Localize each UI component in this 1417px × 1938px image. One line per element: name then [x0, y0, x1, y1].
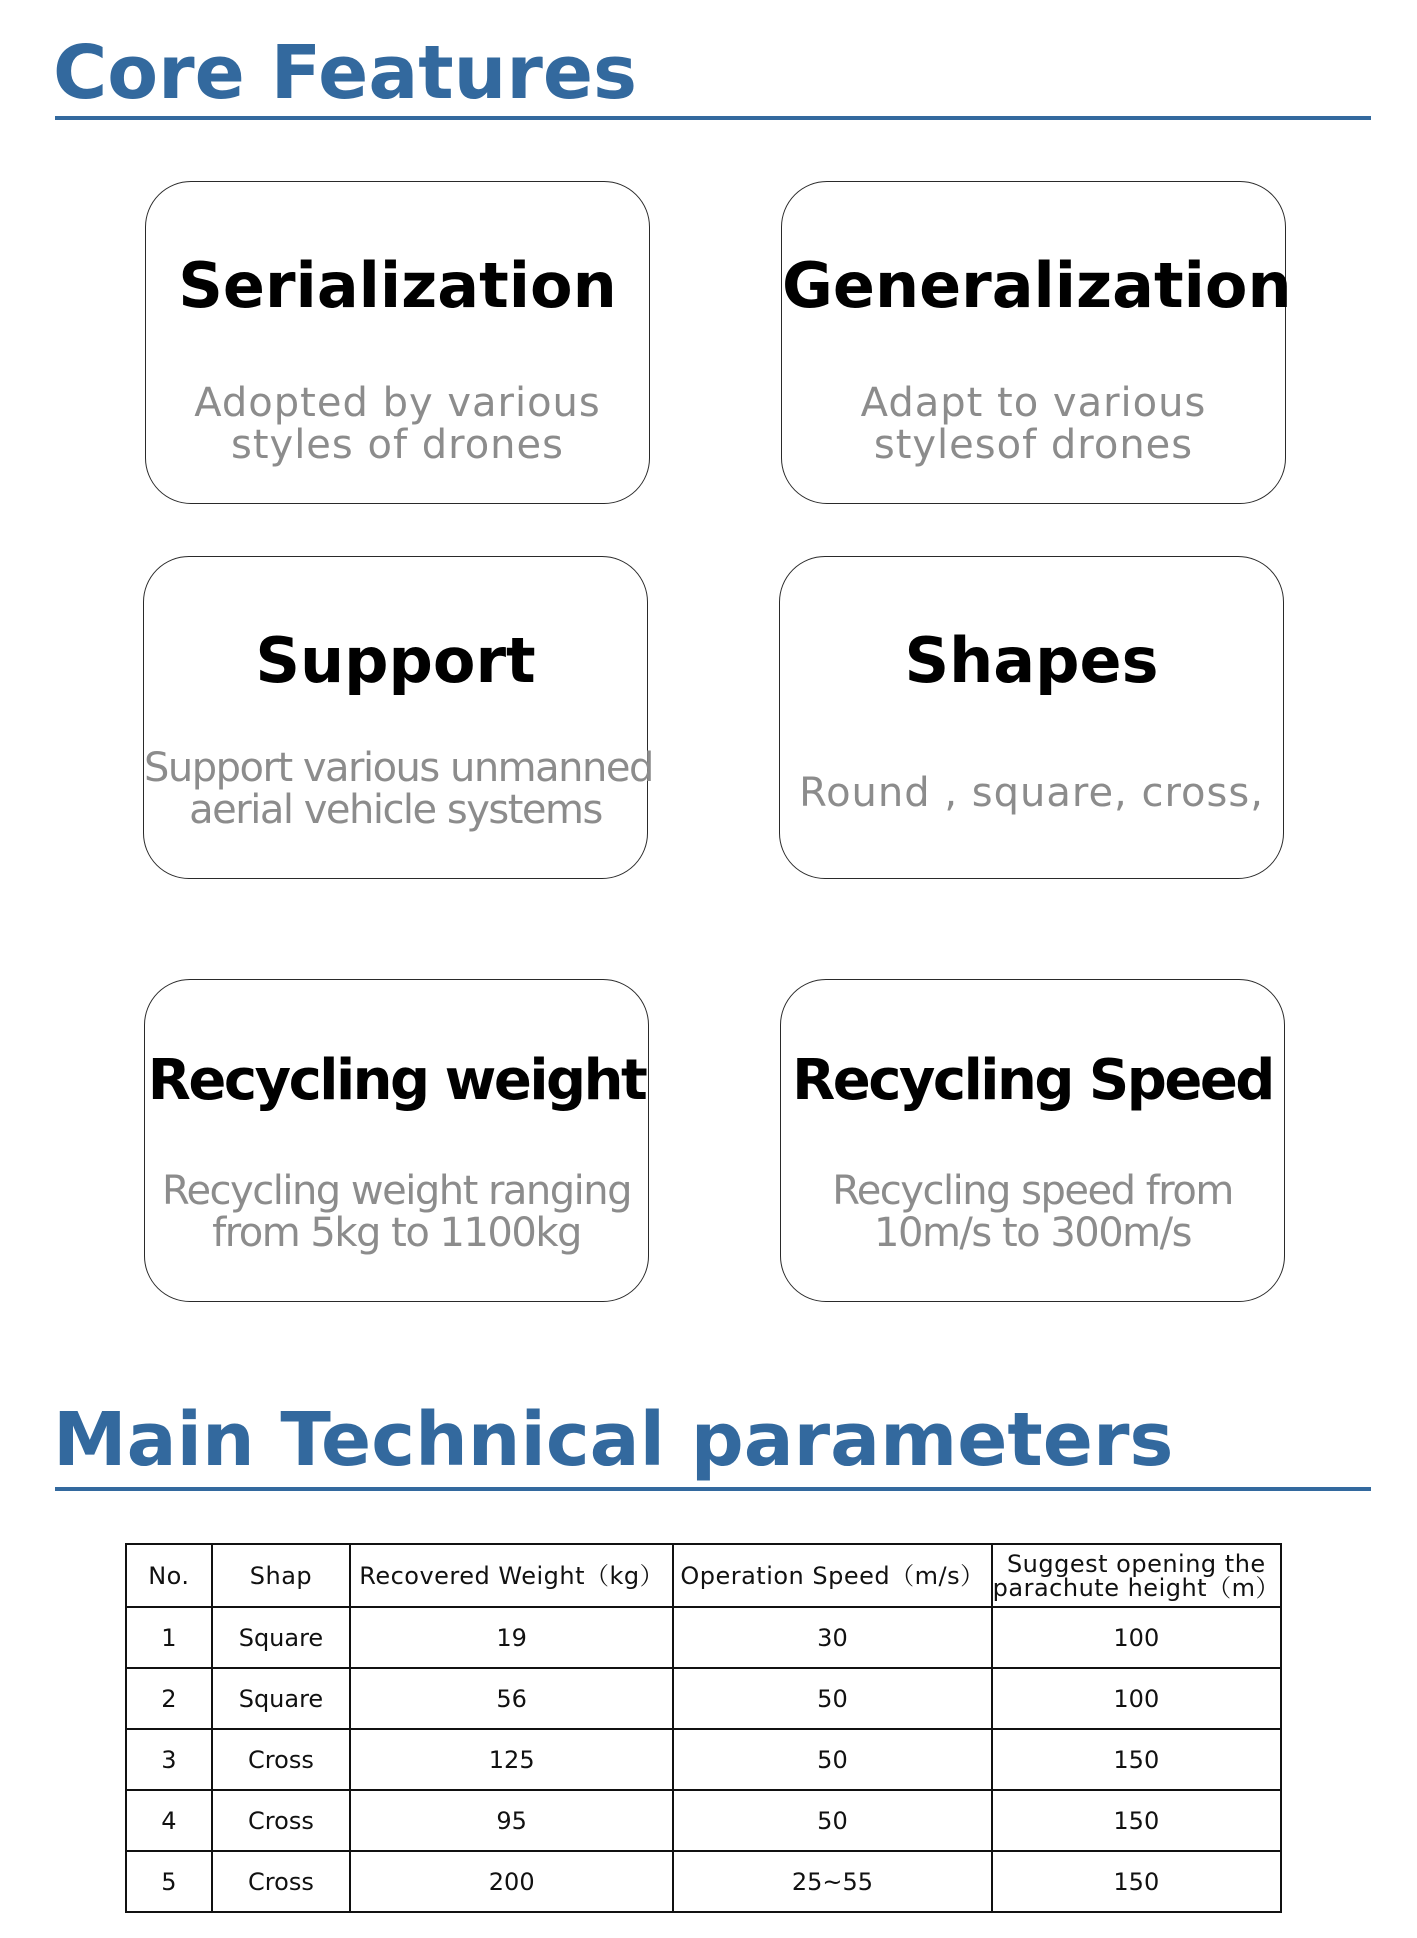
- cell-shape: Square: [212, 1668, 350, 1729]
- cell-speed: 25~55: [673, 1851, 991, 1912]
- feature-description: [782, 382, 1285, 466]
- cell-shape: Cross: [212, 1790, 350, 1851]
- cell-shape: Cross: [212, 1851, 350, 1912]
- feature-description-line: stylesof drones: [873, 422, 1194, 468]
- cell-no: 4: [126, 1790, 212, 1851]
- feature-card-serialization: [145, 181, 650, 504]
- feature-title: Support: [255, 624, 536, 697]
- cell-shape: Cross: [212, 1729, 350, 1790]
- feature-description-line: Adapt to various: [860, 380, 1207, 426]
- table-row: [126, 1607, 1281, 1668]
- feature-card-shapes: [779, 556, 1284, 879]
- feature-description-line: aerial vehicle systems: [189, 787, 602, 833]
- feature-description-line: Support various unmanned: [144, 745, 653, 791]
- cell-height: 150: [992, 1729, 1281, 1790]
- feature-description-line: Recycling weight ranging: [161, 1168, 632, 1214]
- feature-description: [145, 1170, 648, 1254]
- feature-description: [144, 745, 653, 833]
- table-row: [126, 1851, 1281, 1912]
- cell-speed: 50: [673, 1790, 991, 1851]
- cell-height: 100: [992, 1607, 1281, 1668]
- cell-shape: Square: [212, 1607, 350, 1668]
- core-features-title: Core Features: [53, 30, 638, 116]
- feature-card-generalization: [781, 181, 1292, 504]
- table-row: [126, 1729, 1281, 1790]
- feature-description-line: Round , square, cross,: [799, 770, 1264, 816]
- column-header-speed: Operation Speed（m/s）: [673, 1544, 991, 1607]
- column-header-no: No.: [126, 1544, 212, 1607]
- feature-description-line: Adopted by various: [194, 380, 601, 426]
- feature-description-line: from 5kg to 1100kg: [212, 1210, 581, 1256]
- feature-card-support: [143, 556, 653, 879]
- technical-parameters-table: [125, 1543, 1282, 1913]
- feature-description-line: Recycling speed from: [832, 1168, 1233, 1214]
- cell-weight: 200: [350, 1851, 673, 1912]
- cell-height: 100: [992, 1668, 1281, 1729]
- feature-title: Shapes: [904, 624, 1159, 697]
- cell-weight: 19: [350, 1607, 673, 1668]
- table-row: [126, 1668, 1281, 1729]
- cell-speed: 50: [673, 1729, 991, 1790]
- feature-description: [146, 382, 649, 466]
- table-row: [126, 1790, 1281, 1851]
- cell-weight: 125: [350, 1729, 673, 1790]
- column-header-height-line: parachute height（m）: [992, 1573, 1280, 1602]
- cell-no: 3: [126, 1729, 212, 1790]
- feature-description-line: 10m/s to 300m/s: [874, 1210, 1191, 1256]
- cell-weight: 56: [350, 1668, 673, 1729]
- column-header-weight: Recovered Weight（kg）: [350, 1544, 673, 1607]
- feature-description-line: styles of drones: [231, 422, 564, 468]
- technical-parameters-divider: [55, 1487, 1371, 1491]
- technical-parameters-title: Main Technical parameters: [53, 1397, 1174, 1483]
- cell-speed: 50: [673, 1668, 991, 1729]
- cell-no: 2: [126, 1668, 212, 1729]
- cell-speed: 30: [673, 1607, 991, 1668]
- feature-description: [781, 1170, 1284, 1254]
- feature-title: Generalization: [782, 249, 1292, 322]
- feature-title: Recycling weight: [147, 1048, 646, 1113]
- feature-description: [780, 772, 1283, 814]
- core-features-divider: [55, 116, 1371, 120]
- feature-card-recycling-speed: [780, 979, 1285, 1302]
- cell-height: 150: [992, 1851, 1281, 1912]
- column-header-height: [992, 1544, 1281, 1607]
- cell-height: 150: [992, 1790, 1281, 1851]
- feature-card-recycling-weight: [144, 979, 649, 1302]
- cell-weight: 95: [350, 1790, 673, 1851]
- column-header-height-line: Suggest opening the: [1006, 1549, 1266, 1578]
- feature-title: Recycling Speed: [792, 1048, 1273, 1113]
- cell-no: 5: [126, 1851, 212, 1912]
- feature-title: Serialization: [178, 249, 617, 322]
- table-header-row: [126, 1544, 1281, 1607]
- cell-no: 1: [126, 1607, 212, 1668]
- column-header-shape: Shap: [212, 1544, 350, 1607]
